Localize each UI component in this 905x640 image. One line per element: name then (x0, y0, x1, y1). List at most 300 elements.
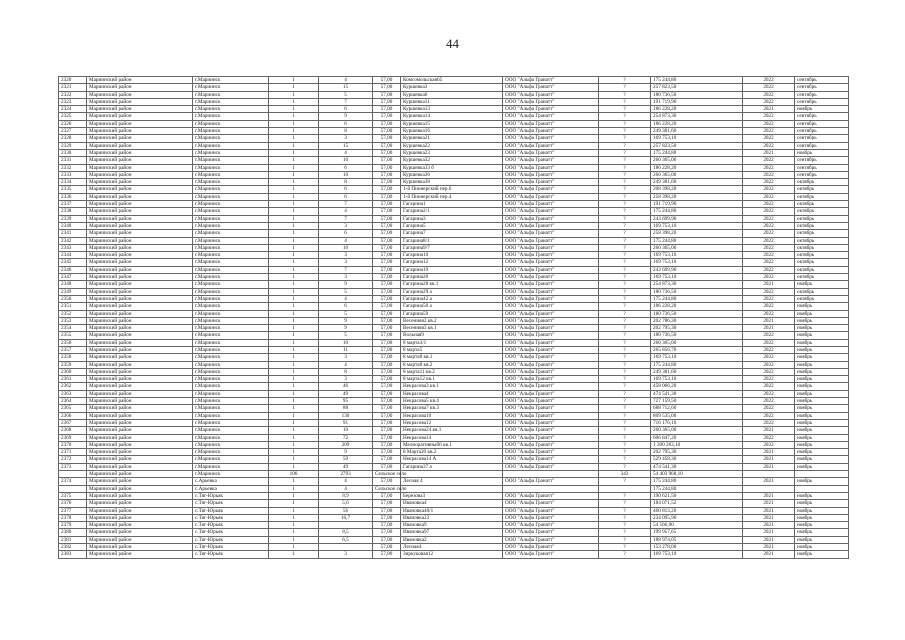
cell-amount: 184 071,52 (651, 500, 743, 507)
cell-rate: 57,00 (373, 266, 401, 273)
cell-row-number: 2375 (59, 492, 87, 499)
cell-year: 2022 (743, 303, 795, 310)
cell-rate: Сельское село (373, 485, 401, 492)
cell-month: октябрь (795, 186, 849, 193)
cell-row-number: 2349 (59, 288, 87, 295)
cell-amount: 180 736,50 (651, 310, 743, 317)
cell-district: Мариинский район (87, 361, 193, 368)
cell-year: 2022 (743, 135, 795, 142)
cell-row-number: 2359 (59, 361, 87, 368)
cell-row-number: 2328 (59, 135, 87, 142)
cell-code: ? (599, 317, 651, 324)
cell-amount: 175 244,80 (651, 478, 743, 485)
cell-rate: 57,00 (373, 376, 401, 383)
cell-amount: 260 365,00 (651, 244, 743, 251)
cell-address: Гагарина7 (401, 230, 503, 237)
cell-rate: 57,00 (373, 478, 401, 485)
cell-month: ноябрь (795, 310, 849, 317)
cell-address: Ивановка9 (401, 522, 503, 529)
cell-locality: г.Мариинск (193, 149, 269, 156)
cell-locality: г.Мариинск (193, 208, 269, 215)
cell-contractor (503, 485, 599, 492)
cell-locality: г.Мариинск (193, 179, 269, 186)
cell-contractor: ООО "Альфа Гранатт" (503, 500, 599, 507)
cell-address: Некрасова14 А (401, 456, 503, 463)
cell-contractor: ООО "Альфа Гранатт" (503, 288, 599, 295)
cell-locality: г.Мариинск (193, 412, 269, 419)
cell-district: Мариинский район (87, 135, 193, 142)
cell-amount: 249 381,60 (651, 179, 743, 186)
cell-rate: 57,00 (373, 427, 401, 434)
cell-locality: с.Тяг-Юрьяк (193, 544, 269, 551)
cell-year: 2022 (743, 252, 795, 259)
cell-month: ноябрь (795, 514, 849, 521)
cell-code: ? (599, 201, 651, 208)
cell-area: 4 (319, 478, 373, 485)
cell-month: ноябрь (795, 522, 849, 529)
table-row (59, 514, 849, 521)
cell-count: 1 (269, 492, 319, 499)
cell-rate: 57,00 (373, 142, 401, 149)
table-row (59, 84, 849, 91)
cell-year: 2021 (743, 317, 795, 324)
cell-area: 15 (319, 142, 373, 149)
table-row (59, 259, 849, 266)
cell-year: 2022 (743, 354, 795, 361)
table-row (59, 98, 849, 105)
cell-count: 106 (269, 471, 319, 478)
cell-locality: г.Мариинск (193, 427, 269, 434)
cell-area: 6,5 (319, 536, 373, 543)
cell-area: 91 (319, 419, 373, 426)
cell-area: 10 (319, 339, 373, 346)
cell-year: 2022 (743, 368, 795, 375)
cell-contractor: ООО "Альфа Гранатт" (503, 230, 599, 237)
cell-district: Мариинский район (87, 390, 193, 397)
cell-row-number: 2346 (59, 266, 87, 273)
cell-locality: г.Мариинск (193, 339, 269, 346)
cell-count: 1 (269, 237, 319, 244)
cell-count: 1 (269, 215, 319, 222)
cell-locality: г.Мариинск (193, 266, 269, 273)
cell-rate: 57,00 (373, 208, 401, 215)
cell-district: Мариинский район (87, 84, 193, 91)
cell-locality: г.Мариинск (193, 449, 269, 456)
cell-address: 8 марта12 кв.1 (401, 376, 503, 383)
cell-year: 2022 (743, 237, 795, 244)
cell-locality: г.Мариинск (193, 84, 269, 91)
cell-code: ? (599, 390, 651, 397)
cell-month: октябрь (795, 259, 849, 266)
cell-count: 1 (269, 441, 319, 448)
cell-rate: 57,00 (373, 244, 401, 251)
cell-contractor: ООО "Альфа Гранатт" (503, 332, 599, 339)
cell-month: ноябрь (795, 449, 849, 456)
cell-year: 2022 (743, 310, 795, 317)
cell-address: Некрасова5 кв.4 (401, 398, 503, 405)
table-row (59, 339, 849, 346)
cell-count: 1 (269, 128, 319, 135)
cell-year: 2022 (743, 288, 795, 295)
cell-amount: 260 365,00 (651, 171, 743, 178)
cell-count: 1 (269, 434, 319, 441)
cell-code: ? (599, 106, 651, 113)
cell-code: ? (599, 536, 651, 543)
cell-district: Мариинский район (87, 259, 193, 266)
cell-address: 1-й Пионерский пер.4 (401, 193, 503, 200)
cell-area: 6 (319, 186, 373, 193)
table-row (59, 361, 849, 368)
cell-address: Гагарина42 а (401, 295, 503, 302)
cell-district: Мариинский район (87, 303, 193, 310)
cell-year: 2022 (743, 142, 795, 149)
cell-year: 2022 (743, 376, 795, 383)
cell-rate: 57,00 (373, 354, 401, 361)
cell-rate: 57,00 (373, 551, 401, 558)
cell-contractor: ООО "Альфа Гранатт" (503, 252, 599, 259)
cell-code: ? (599, 288, 651, 295)
table-row (59, 142, 849, 149)
cell-address: Куршевка33 б (401, 164, 503, 171)
cell-code: ? (599, 529, 651, 536)
cell-month: сентябрь (795, 135, 849, 142)
table-row (59, 390, 849, 397)
cell-count: 1 (269, 149, 319, 156)
cell-area: 3 (319, 551, 373, 558)
cell-month: ноябрь (795, 529, 849, 536)
cell-month: ноябрь (795, 492, 849, 499)
cell-month: сентябрь (795, 164, 849, 171)
cell-amount: 186 228,20 (651, 106, 743, 113)
cell-row-number: 2321 (59, 84, 87, 91)
cell-contractor: ООО "Альфа Гранатт" (503, 376, 599, 383)
cell-locality: г.Мариинск (193, 288, 269, 295)
cell-amount: 175 244,80 (651, 149, 743, 156)
cell-count: 1 (269, 478, 319, 485)
cell-count: 1 (269, 98, 319, 105)
cell-address: Березова3 (401, 492, 503, 499)
cell-count: 1 (269, 179, 319, 186)
cell-district: Мариинский район (87, 522, 193, 529)
cell-count: 1 (269, 427, 319, 434)
cell-address: Весенняя2 кв.2 (401, 317, 503, 324)
cell-count: 1 (269, 405, 319, 412)
cell-locality: с.Тяг-Юрьяк (193, 536, 269, 543)
cell-locality: г.Мариинск (193, 405, 269, 412)
cell-code: ? (599, 149, 651, 156)
cell-year: 2022 (743, 84, 795, 91)
cell-contractor: ООО "Альфа Гранатт" (503, 536, 599, 543)
cell-code: ? (599, 252, 651, 259)
cell-address: Комсомольская65 (401, 77, 503, 84)
cell-locality: г.Мариинск (193, 106, 269, 113)
cell-count: 1 (269, 259, 319, 266)
cell-row-number: 2326 (59, 120, 87, 127)
cell-locality: г.Мариинск (193, 441, 269, 448)
cell-contractor: ООО "Альфа Гранатт" (503, 398, 599, 405)
cell-month: октябрь (795, 252, 849, 259)
cell-district: Мариинский район (87, 412, 193, 419)
cell-district: Мариинский район (87, 332, 193, 339)
cell-area: 49 (319, 463, 373, 470)
cell-month: октябрь (795, 215, 849, 222)
cell-row-number: 2360 (59, 368, 87, 375)
cell-area: 88 (319, 405, 373, 412)
cell-rate: Сельское село (373, 471, 401, 478)
cell-row-number: 2355 (59, 332, 87, 339)
cell-address: Куршевка38 (401, 179, 503, 186)
table-row (59, 522, 849, 529)
cell-address: Куршевка11 (401, 98, 503, 105)
cell-amount: 169 753,10 (651, 222, 743, 229)
table-row (59, 463, 849, 470)
cell-amount: 458 066,20 (651, 383, 743, 390)
cell-amount: 234 095,90 (651, 514, 743, 521)
cell-year: 2022 (743, 120, 795, 127)
cell-address: Некрасова3 кв.1 (401, 383, 503, 390)
cell-address: Некрасова24 кв.1 (401, 427, 503, 434)
cell-contractor: ООО "Альфа Гранатт" (503, 91, 599, 98)
cell-code: ? (599, 98, 651, 105)
cell-locality: г.Мариинск (193, 471, 269, 478)
cell-rate: 57,00 (373, 390, 401, 397)
cell-code: ? (599, 186, 651, 193)
cell-locality: г.Мариинск (193, 390, 269, 397)
cell-count: 1 (269, 193, 319, 200)
cell-address: Гагарина28 кв.1 (401, 281, 503, 288)
cell-code: ? (599, 303, 651, 310)
cell-address: Гагарина50 а (401, 303, 503, 310)
cell-rate: 57,00 (373, 91, 401, 98)
cell-locality: г.Мариинск (193, 164, 269, 171)
cell-year: 2021 (743, 522, 795, 529)
cell-address: Ивановка2 (401, 536, 503, 543)
cell-year: 2022 (743, 222, 795, 229)
cell-district: Мариинский район (87, 405, 193, 412)
table-row (59, 449, 849, 456)
cell-amount: 180 736,50 (651, 288, 743, 295)
cell-contractor: ООО "Альфа Гранатт" (503, 171, 599, 178)
cell-year: 2022 (743, 405, 795, 412)
table-row (59, 244, 849, 251)
cell-address: 1-й Пионерский пер.6 (401, 186, 503, 193)
cell-code: ? (599, 514, 651, 521)
cell-district: Мариинский район (87, 201, 193, 208)
cell-district: Мариинский район (87, 113, 193, 120)
cell-rate: 57,00 (373, 383, 401, 390)
cell-contractor: ООО "Альфа Гранатт" (503, 222, 599, 229)
table-row (59, 544, 849, 551)
cell-contractor: ООО "Альфа Гранатт" (503, 244, 599, 251)
cell-district: Мариинский район (87, 98, 193, 105)
cell-amount: 175 244,80 (651, 361, 743, 368)
cell-month: ноябрь (795, 376, 849, 383)
cell-month: октябрь (795, 266, 849, 273)
cell-contractor: ООО "Альфа Гранатт" (503, 522, 599, 529)
table-row (59, 303, 849, 310)
cell-locality: с.Тяг-Юрьяк (193, 507, 269, 514)
cell-row-number: 2370 (59, 441, 87, 448)
table-row (59, 128, 849, 135)
cell-count: 1 (269, 514, 319, 521)
cell-address: Гагарина9/7 (401, 244, 503, 251)
cell-amount: 727 159,50 (651, 398, 743, 405)
cell-count: 1 (269, 230, 319, 237)
cell-rate: 57,00 (373, 237, 401, 244)
cell-area: 59 (319, 456, 373, 463)
cell-amount: 258 398,20 (651, 193, 743, 200)
cell-rate: 57,00 (373, 281, 401, 288)
cell-area: 5 (319, 91, 373, 98)
cell-district: Мариинский район (87, 281, 193, 288)
cell-amount: 180 736,50 (651, 91, 743, 98)
table-row (59, 215, 849, 222)
cell-district: Мариинский район (87, 463, 193, 470)
cell-rate: 57,00 (373, 368, 401, 375)
cell-locality: г.Мариинск (193, 171, 269, 178)
cell-address: 8 марта11 кв.2 (401, 368, 503, 375)
cell-rate: 57,00 (373, 98, 401, 105)
cell-rate: 57,00 (373, 128, 401, 135)
cell-row-number: 2371 (59, 449, 87, 456)
cell-row-number: 2342 (59, 237, 87, 244)
cell-rate: 57,00 (373, 325, 401, 332)
cell-address: Куршевка14 (401, 113, 503, 120)
cell-address: Некрасова7 кв.3 (401, 405, 503, 412)
cell-address: Гагарина5 (401, 222, 503, 229)
cell-count: 1 (269, 551, 319, 558)
cell-district: Мариинский район (87, 193, 193, 200)
cell-contractor: ООО "Альфа Гранатт" (503, 113, 599, 120)
cell-amount: 716 176,10 (651, 419, 743, 426)
table-row (59, 492, 849, 499)
cell-locality: г.Мариинск (193, 91, 269, 98)
cell-month: сентябрь (795, 157, 849, 164)
table-row (59, 135, 849, 142)
cell-year: 2021 (743, 456, 795, 463)
cell-rate: 57,00 (373, 84, 401, 91)
cell-code: ? (599, 222, 651, 229)
cell-month: ноябрь (795, 106, 849, 113)
cell-area: 9 (319, 449, 373, 456)
cell-contractor: ООО "Альфа Гранатт" (503, 303, 599, 310)
table-row (59, 201, 849, 208)
cell-year: 2022 (743, 434, 795, 441)
cell-rate: 57,00 (373, 157, 401, 164)
cell-district: Мариинский район (87, 398, 193, 405)
cell-district: Мариинский район (87, 171, 193, 178)
cell-row-number: 2348 (59, 281, 87, 288)
cell-locality: г.Мариинск (193, 274, 269, 281)
cell-rate: 57,00 (373, 522, 401, 529)
cell-code: ? (599, 419, 651, 426)
cell-row-number: 2320 (59, 77, 87, 84)
cell-year: 2021 (743, 463, 795, 470)
cell-rate: 57,00 (373, 317, 401, 324)
cell-amount: 175 244,80 (651, 208, 743, 215)
cell-address: Куршевка21 (401, 135, 503, 142)
cell-rate: 57,00 (373, 412, 401, 419)
cell-year: 2022 (743, 259, 795, 266)
cell-district: Мариинский район (87, 128, 193, 135)
cell-area: 7 (319, 98, 373, 105)
cell-contractor: ООО "Альфа Гранатт" (503, 157, 599, 164)
cell-district: Мариинский район (87, 310, 193, 317)
cell-contractor: ООО "Альфа Гранатт" (503, 441, 599, 448)
cell-area: 49 (319, 390, 373, 397)
cell-district: Мариинский район (87, 368, 193, 375)
table-row (59, 441, 849, 448)
cell-row-number: 2354 (59, 325, 87, 332)
cell-year: 2022 (743, 171, 795, 178)
cell-month: ноябрь (795, 149, 849, 156)
cell-month (795, 471, 849, 478)
cell-row-number: 2331 (59, 157, 87, 164)
cell-code: ? (599, 113, 651, 120)
cell-area: 10 (319, 427, 373, 434)
cell-address: Гагарина1 (401, 201, 503, 208)
cell-count: 1 (269, 120, 319, 127)
cell-code: ? (599, 449, 651, 456)
cell-code: ? (599, 412, 651, 419)
cell-month: ноябрь (795, 325, 849, 332)
cell-count: 1 (269, 244, 319, 251)
cell-locality: г.Мариинск (193, 346, 269, 353)
cell-row-number (59, 485, 87, 492)
cell-area: 5,6 (319, 500, 373, 507)
cell-month: ноябрь (795, 339, 849, 346)
table-row (59, 252, 849, 259)
cell-address: Некрасова10 (401, 412, 503, 419)
cell-rate: 57,00 (373, 193, 401, 200)
cell-area: 9 (319, 317, 373, 324)
cell-district: Мариинский район (87, 317, 193, 324)
cell-row-number: 2362 (59, 383, 87, 390)
cell-rate: 57,00 (373, 149, 401, 156)
cell-amount: 688 712,60 (651, 405, 743, 412)
cell-rate: 57,00 (373, 303, 401, 310)
cell-row-number: 2347 (59, 274, 87, 281)
cell-district: Мариинский район (87, 551, 193, 558)
cell-amount: 190 621,50 (651, 492, 743, 499)
cell-area: 15 (319, 84, 373, 91)
table-row (59, 427, 849, 434)
cell-year: 2021 (743, 478, 795, 485)
cell-contractor: ООО "Альфа Гранатт" (503, 412, 599, 419)
cell-month (795, 485, 849, 492)
cell-contractor: ООО "Альфа Гранатт" (503, 179, 599, 186)
cell-area: 9 (319, 281, 373, 288)
cell-month: ноябрь (795, 536, 849, 543)
cell-amount: 199 957,65 (651, 529, 743, 536)
cell-contractor: ООО "Альфа Гранатт" (503, 274, 599, 281)
cell-month: октябрь (795, 295, 849, 302)
cell-area: 8 (319, 128, 373, 135)
cell-amount: 529 458,30 (651, 456, 743, 463)
cell-code: ? (599, 463, 651, 470)
cell-count: 1 (269, 354, 319, 361)
cell-code: ? (599, 157, 651, 164)
cell-area: 4 (319, 237, 373, 244)
cell-rate: 57,00 (373, 222, 401, 229)
cell-count: 1 (269, 135, 319, 142)
cell-locality: с.Арьевка (193, 485, 269, 492)
cell-district: Мариинский район (87, 434, 193, 441)
cell-year: 2021 (743, 281, 795, 288)
cell-district: Мариинский район (87, 230, 193, 237)
cell-count: 1 (269, 412, 319, 419)
cell-district: Мариинский район (87, 456, 193, 463)
